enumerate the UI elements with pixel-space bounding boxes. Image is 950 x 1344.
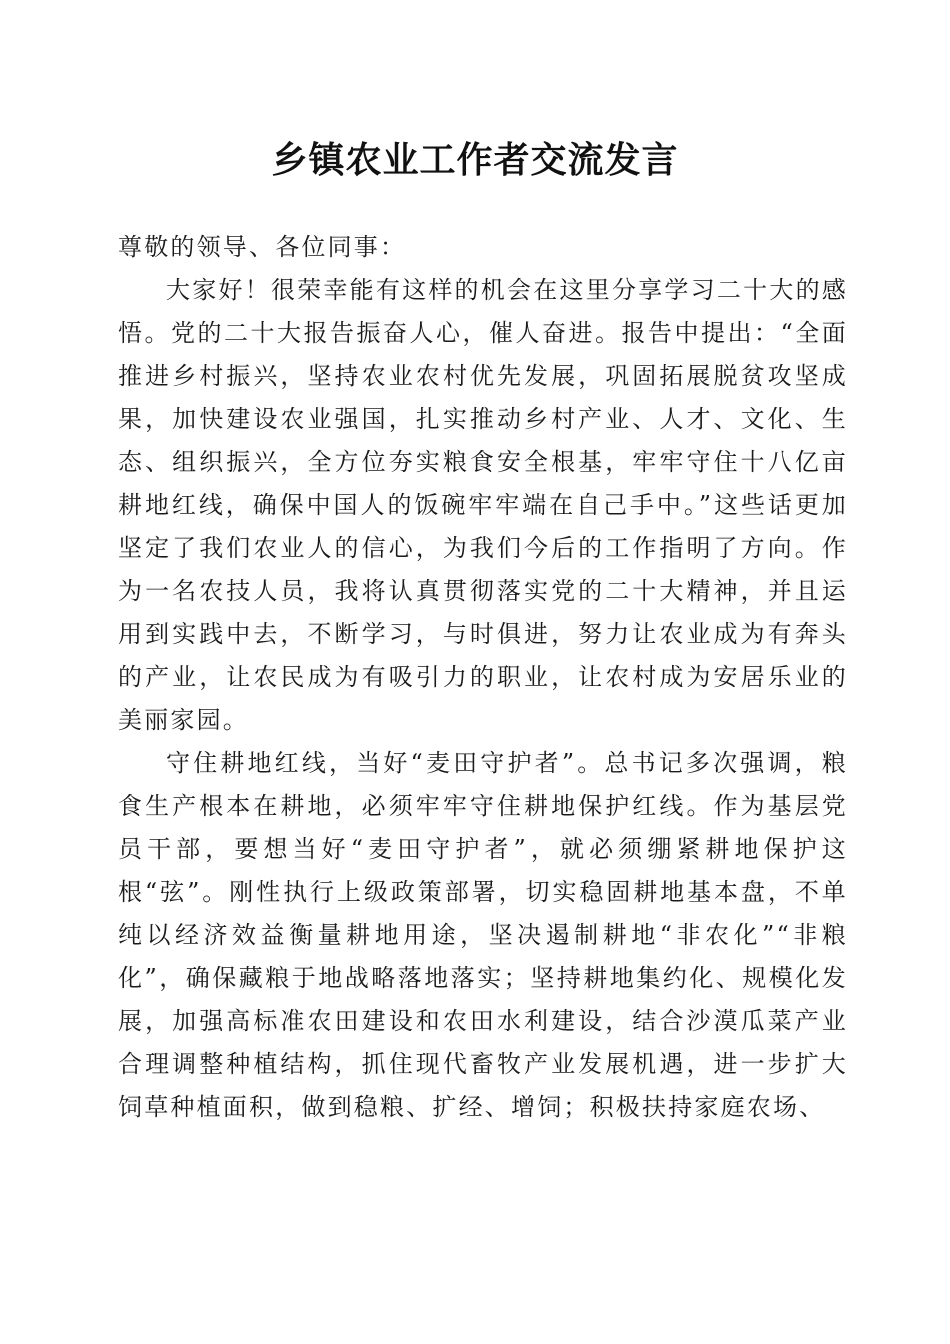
paragraph-2: 守住耕地红线，当好“麦田守护者”。总书记多次强调，粮食生产根本在耕地，必须牢牢守住耕地保护红线。作为基层党员干部，要想当好“麦田守护者”，就必须绷紧耕地保护这根“弦”。刚性执行上级政策部署，切实稳固耕地基本盘，不单纯以经济效益衡量耕地用途，坚决遏制耕地“非农化”“非粮化”，确保藏粮于地战略落地落实；坚持耕地集约化、规模化发展，加强高标准农田建设和农田水利建设，结合沙漠瓜菜产业合理调整种植结构，抓住现代畜牧产业发展机遇，进一步扩大饲草种植面积，做到稳粮、扩经、增饲；积极扶持家庭农场、 [118,749,848,1121]
document-body [118,226,848,1129]
greeting-line: 尊敬的领导、各位同事： [118,233,407,261]
document-title: 乡镇农业工作者交流发言 [271,139,679,181]
paragraph-1: 大家好！很荣幸能有这样的机会在这里分享学习二十大的感悟。党的二十大报告振奋人心，催人奋进。报告中提出：“全面推进乡村振兴，坚持农业农村优先发展，巩固拓展脱贫攻坚成果，加快建设农业强国，扎实推动乡村产业、人才、文化、生态、组织振兴，全方位夯实粮食安全根基，牢牢守住十八亿亩耕地红线，确保中国人的饭碗牢牢端在自己手中。”这些话更加坚定了我们农业人的信心，为我们今后的工作指明了方向。作为一名农技人员，我将认真贯彻落实党的二十大精神，并且运用到实践中去，不断学习，与时俱进，努力让农业成为有奔头的产业，让农民成为有吸引力的职业，让农村成为安居乐业的美丽家园。 [118,276,848,734]
